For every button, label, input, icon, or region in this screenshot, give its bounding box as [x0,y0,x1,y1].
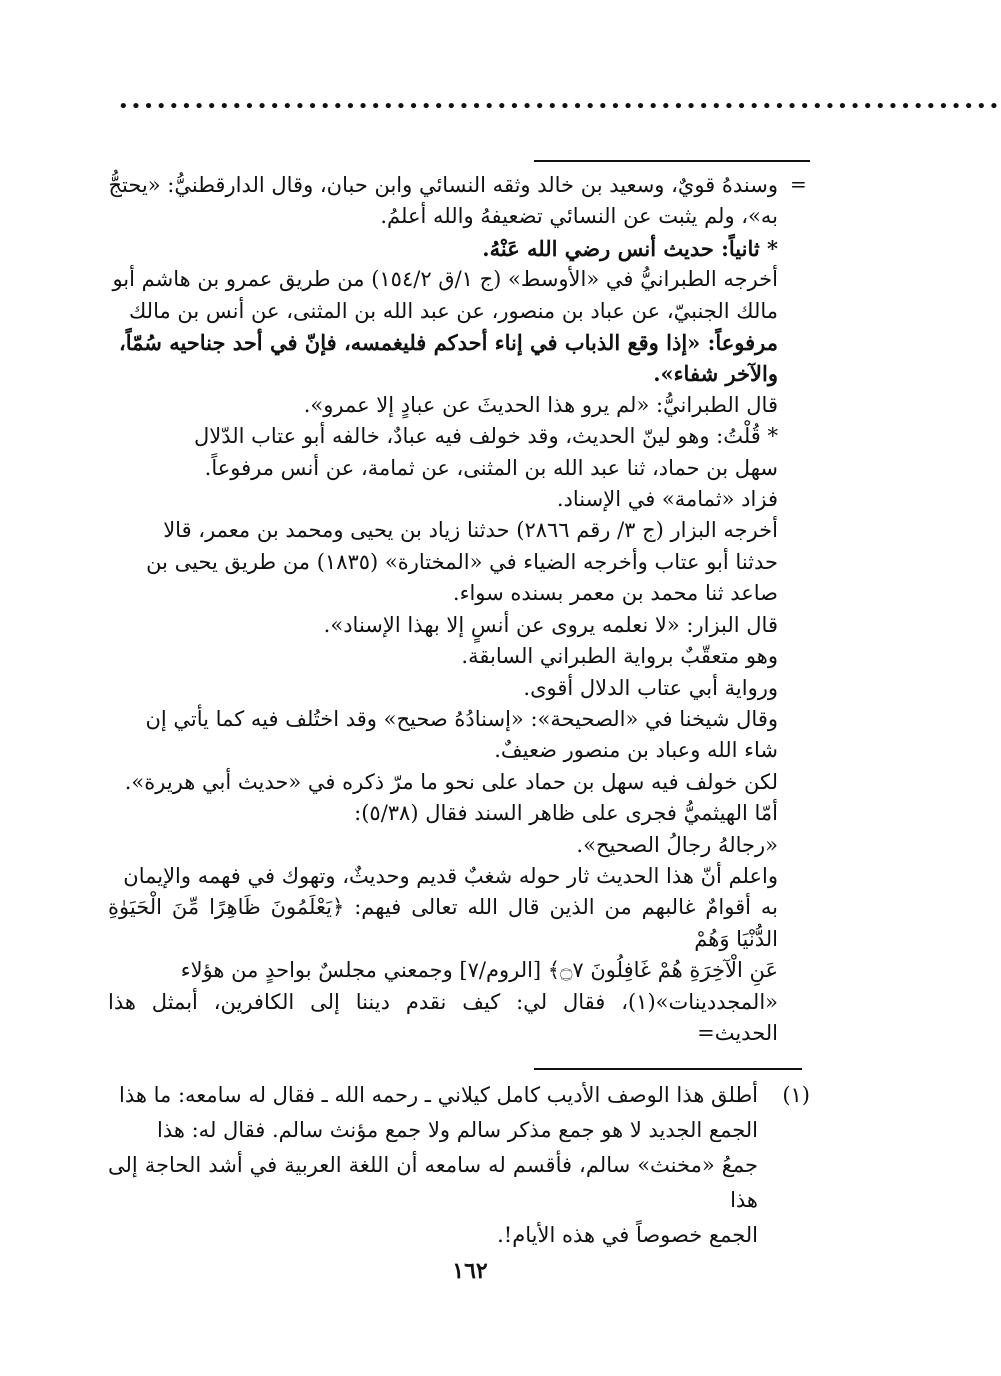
text-line: فزاد «ثمامة» في الإسناد. [556,487,778,512]
footnote-line: الجمع الجديد لا هو جمع مذكر سالم ولا جمع مؤنث سالم. فقال له: هذا [157,1118,758,1142]
text-line: واعلم أنّ هذا الحديث ثار حوله شغبٌ قديم وحديثٌ، وتهوك في فهمه والإيمان [123,863,778,888]
header-dotted-rule: •••••••••••••••••••••••••••••••••••••••••••••••••••••••••••••••••••••• [118,96,1001,117]
continuation-end-mark: = [697,1020,715,1045]
section-heading: * ثانياً: حديث أنس رضي الله عَنْهُ. [482,235,778,261]
text-line: به»، ولم يثبت عن النسائي تضعيفهُ والله أعلمُ. [380,204,778,229]
text-line: وسندهُ قويٌ، وسعيد بن خالد وثقه النسائي وابن حبان، وقال الدارقطنيُّ: «يحتجُّ [108,173,778,197]
footnote-separator-rule [534,1068,802,1070]
text-line: شاء الله وعباد بن منصور ضعيفٌ. [494,738,778,763]
hadith-text: والآخر شفاء». [653,361,778,387]
text-line: أخرجه البزار (ج ٣/ رقم ٢٨٦٦) حدثنا زياد بن يحيى ومحمد بن معمر، قالا [163,518,778,543]
footnote-number: (١) [782,1083,810,1107]
text-line: وقال شيخنا في «الصحيحة»: «إسنادُهُ صحيح» وقد اختُلف فيه كما يأتي إن [145,706,778,731]
text-line: صاعد ثنا محمد بن معمر بسنده سواء. [452,581,778,606]
continuation-mark: = [790,172,807,196]
text-line: ورواية أبي عتاب الدلال أقوى. [523,675,778,700]
hadith-text: مرفوعاً: «إذا وقع الذباب في إناء أحدكم فليغمسه، فإنّ في أحد جناحيه سُمّاً، [118,330,778,356]
text-line: «رجالهُ رجالُ الصحيح». [576,832,778,857]
text-line: أمّا الهيثميُّ فجرى على ظاهر السند فقال (٥/٣٨): [354,801,778,826]
text-line [108,987,778,1050]
text-line: قال الطبرانيُّ: «لم يرو هذا الحديثَ عن عبادٍ إلا عمرو». [303,392,778,417]
text-line: مالك الجنبيّ، عن عباد بن منصور، عن عبد الله بن المثنى، عن أنس بن مالك [128,298,778,323]
footnote [108,1078,810,1253]
page-number: ١٦٢ [452,1258,488,1284]
footnote-line: الجمع خصوصاً في هذه الأيام!. [497,1223,758,1247]
text-line: عَنِ الْآخِرَةِ هُمْ غَافِلُونَ ۝٧﴾ [الروم/٧] وجمعني مجلسٌ بواحدٍ من هؤلاء [180,958,778,983]
text-line: سهل بن حماد، ثنا عبد الله بن المثنى، عن ثمامة، عن أنس مرفوعاً. [204,455,778,480]
text-line: وهو متعقّبٌ برواية الطبراني السابقة. [461,644,778,669]
top-separator-rule [534,160,810,162]
footnote-text [108,1078,758,1253]
text-line: أخرجه الطبرانيُّ في «الأوسط» (ج ١/ق ١٥٤/٢) من طريق عمرو بن هاشم أبو [112,267,778,292]
text-line-content: «المجددينات»(١)، فقال لي: كيف نقدم ديننا إلى الكافرين، أبمثل هذا الحديث [108,989,778,1045]
text-line: * قُلْتُ: وهو لينّ الحديث، وقد خولف فيه عبادٌ، خالفه أبو عتاب الدّلال [193,424,778,449]
text-line: قال البزار: «لا نعلمه يروى عن أنسٍ إلا بهذا الإسناد». [323,612,778,637]
main-text [108,170,778,1049]
text-line: به أقوامٌ غالبهم من الذين قال الله تعالى فيهم: ﴿يَعْلَمُونَ ظَاهِرًا مِّنَ الْحَيَوٰةِ الدُّنْيَا وَهُمْ [108,895,778,951]
text-line: حدثنا أبو عتاب وأخرجه الضياء في «المختارة» (١٨٣٥) من طريق يحيى بن [146,549,778,574]
footnote-line: جمعُ «مخنث» سالم، فأقسم له سامعه أن اللغة العربية في أشد الحاجة إلى هذا [108,1153,758,1212]
footnote-line: أطلق هذا الوصف الأديب كامل كيلاني ـ رحمه الله ـ فقال له سامعه: ما هذا [119,1083,758,1107]
text-line: لكن خولف فيه سهل بن حماد على نحو ما مرّ ذكره في «حديث أبي هريرة». [124,769,778,794]
